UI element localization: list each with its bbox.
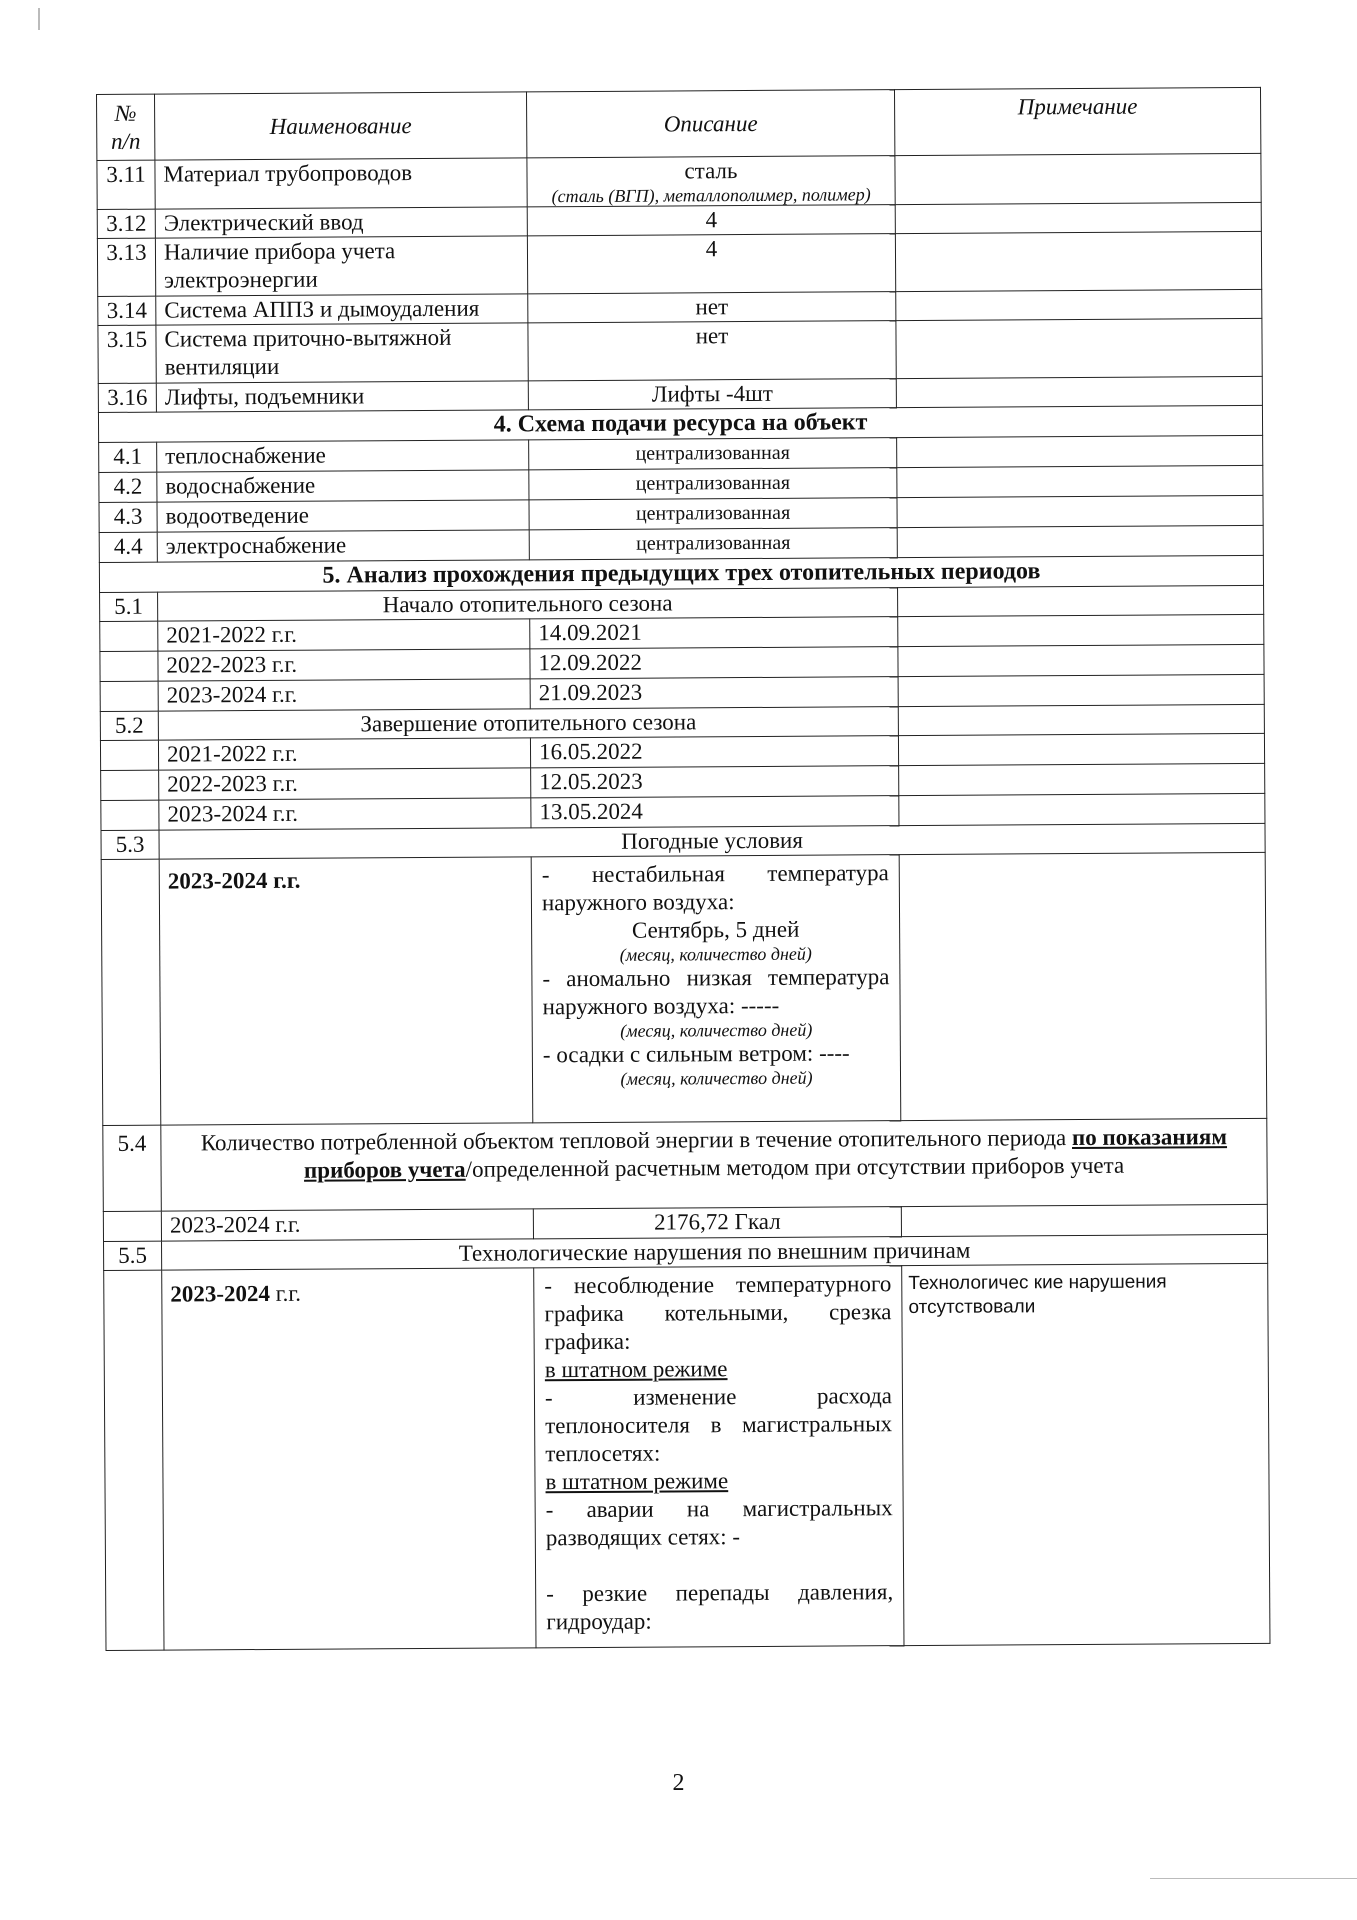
header-name: Наименование bbox=[155, 92, 527, 160]
weather-item-low-temp: - аномально низкая температура наружного воздуха: ----- bbox=[542, 964, 890, 1020]
violations-period-rest: г.г. bbox=[269, 1280, 302, 1306]
row-period: 2022-2023 г.г. bbox=[159, 768, 531, 800]
row-name: теплоснабжение bbox=[157, 440, 529, 472]
table-row bbox=[97, 153, 1261, 209]
subsection-title: Погодные условия bbox=[159, 823, 1265, 859]
row-num: 3.16 bbox=[98, 383, 156, 412]
subsection-title: Завершение отопительного сезона bbox=[158, 707, 898, 741]
header-num: № п/п bbox=[97, 94, 155, 160]
row-period: 2023-2024 г.г. bbox=[158, 679, 530, 711]
subsection-row bbox=[103, 1118, 1268, 1211]
row-name: Наличие прибора учета электроэнергии bbox=[155, 236, 527, 296]
header-note: Примечание bbox=[894, 87, 1260, 155]
row-num: 3.12 bbox=[97, 209, 155, 238]
row-note bbox=[898, 733, 1264, 765]
row-num: 3.15 bbox=[98, 325, 156, 383]
table-header-row bbox=[97, 87, 1261, 160]
row-note bbox=[899, 763, 1265, 795]
section-4-title: 4. Схема подачи ресурса на объект bbox=[98, 405, 1262, 442]
scan-mark bbox=[38, 8, 40, 30]
row-value: нет bbox=[528, 321, 896, 381]
spacer bbox=[546, 1550, 893, 1580]
violations-period bbox=[162, 1268, 536, 1650]
violation-status-2: в штатном режиме bbox=[545, 1468, 729, 1495]
row-date: 14.09.2021 bbox=[530, 617, 898, 649]
weather-hint-1: (месяц, количество дней) bbox=[619, 943, 812, 965]
row-num bbox=[100, 681, 158, 711]
row-date: 13.05.2024 bbox=[531, 796, 899, 828]
table-row bbox=[97, 231, 1261, 296]
weather-period: 2023-2024 г.г. bbox=[159, 857, 533, 1125]
row-note bbox=[897, 495, 1263, 527]
violation-item-accidents: - аварии на магистральных разводящих сетях: - bbox=[545, 1495, 893, 1551]
violation-item-pressure: - резкие перепады давления, гидроудар: bbox=[546, 1579, 894, 1635]
row-date: 16.05.2022 bbox=[530, 736, 898, 768]
row-note bbox=[901, 1204, 1267, 1236]
row-note bbox=[896, 289, 1262, 320]
heat-title-underlined: по показаниям приборов учета bbox=[303, 1124, 1228, 1183]
row-num: 5.4 bbox=[103, 1125, 162, 1211]
weather-row bbox=[101, 852, 1267, 1125]
weather-description bbox=[531, 855, 901, 1123]
row-name: Система АППЗ и дымоудаления bbox=[156, 294, 528, 325]
header-description: Описание bbox=[526, 90, 894, 158]
subsection-title: Технологические нарушения по внешним причинам bbox=[162, 1234, 1268, 1270]
row-value bbox=[527, 156, 895, 207]
row-period: 2023-2024 г.г. bbox=[159, 798, 531, 830]
row-name: водоснабжение bbox=[157, 470, 529, 502]
row-note bbox=[898, 674, 1264, 706]
row-note bbox=[898, 644, 1264, 676]
row-period: 2021-2022 г.г. bbox=[158, 619, 530, 651]
subsection-title: Начало отопительного сезона bbox=[158, 588, 898, 622]
violations-period-bold: 2023-2024 bbox=[170, 1280, 271, 1307]
row-num: 5.1 bbox=[100, 592, 158, 621]
weather-hint-2: (месяц, количество дней) bbox=[620, 1019, 813, 1041]
row-date: 12.05.2023 bbox=[531, 766, 899, 798]
material-value: сталь bbox=[684, 158, 738, 184]
row-num: 5.5 bbox=[104, 1241, 162, 1270]
heat-title-part2: /определенной расчетным методом при отсутствии приборов учета bbox=[465, 1152, 1125, 1182]
violations-description bbox=[534, 1266, 904, 1648]
row-num bbox=[101, 800, 159, 830]
row-value: Лифты -4шт bbox=[528, 379, 896, 410]
weather-hint-3: (месяц, количество дней) bbox=[620, 1067, 813, 1089]
row-num: 3.11 bbox=[97, 160, 155, 209]
row-num: 4.4 bbox=[99, 532, 157, 562]
row-num bbox=[104, 1270, 164, 1650]
section-5-title: 5. Анализ прохождения предыдущих трех отопительных периодов bbox=[99, 555, 1263, 592]
weather-item-unstable: - нестабильная температура наружного воздуха: bbox=[541, 860, 889, 916]
row-num bbox=[100, 621, 158, 651]
row-value: 4 bbox=[527, 205, 895, 236]
row-value: централизованная bbox=[529, 438, 897, 470]
weather-item-wind: - осадки с сильным ветром: ---- bbox=[542, 1040, 850, 1068]
row-value: централизованная bbox=[529, 528, 897, 560]
row-note bbox=[898, 704, 1264, 735]
row-note bbox=[898, 614, 1264, 646]
row-value: централизованная bbox=[529, 468, 897, 500]
passport-table bbox=[96, 87, 1270, 1651]
row-value: 4 bbox=[527, 234, 895, 294]
row-num: 5.3 bbox=[101, 830, 159, 859]
row-date: 21.09.2023 bbox=[530, 677, 898, 709]
heat-title-part1: Количество потребленной объектом тепловой энергии в течение отопительного периода bbox=[200, 1125, 1067, 1156]
row-value: централизованная bbox=[529, 498, 897, 530]
heat-value: 2176,72 Гкал bbox=[533, 1207, 901, 1239]
row-period: 2023-2024 г.г. bbox=[161, 1209, 533, 1241]
row-note bbox=[897, 525, 1263, 557]
row-num bbox=[100, 740, 158, 770]
row-num: 4.2 bbox=[99, 472, 157, 502]
row-date: 12.09.2022 bbox=[530, 647, 898, 679]
row-note bbox=[896, 376, 1262, 407]
violation-status-1: в штатном режиме bbox=[544, 1356, 728, 1383]
material-hint: (сталь (ВГП), металлополимер, полимер) bbox=[551, 184, 871, 207]
violation-item-schedule: - несоблюдение температурного графика котельными, срезка графика: bbox=[544, 1271, 892, 1355]
row-name: Материал трубопроводов bbox=[155, 158, 527, 209]
scan-line bbox=[1150, 1878, 1357, 1879]
row-name: Лифты, подъемники bbox=[156, 381, 528, 412]
document-page bbox=[96, 87, 1269, 1651]
row-num: 5.2 bbox=[100, 711, 158, 740]
row-note bbox=[899, 852, 1267, 1120]
table-row bbox=[98, 318, 1262, 383]
row-name: электроснабжение bbox=[157, 530, 529, 562]
subsection-title bbox=[161, 1118, 1268, 1211]
row-period: 2021-2022 г.г. bbox=[158, 738, 530, 770]
row-num bbox=[101, 859, 161, 1125]
violations-note: Технологичес кие нарушения отсутствовали bbox=[902, 1263, 1270, 1645]
row-name: Электрический ввод bbox=[155, 207, 527, 238]
row-note bbox=[898, 585, 1264, 616]
row-name: водоотведение bbox=[157, 500, 529, 532]
violations-row bbox=[104, 1263, 1270, 1650]
row-note bbox=[895, 153, 1261, 204]
row-num: 3.14 bbox=[98, 296, 156, 325]
page-number: 2 bbox=[672, 1770, 685, 1796]
row-num bbox=[101, 770, 159, 800]
row-name: Система приточно-вытяжной вентиляции bbox=[156, 323, 528, 383]
weather-item-unstable-value: Сентябрь, 5 дней bbox=[631, 916, 800, 943]
row-num: 3.13 bbox=[97, 238, 155, 296]
violation-item-flow: - изменение расхода теплоносителя в магистральных теплосетях: bbox=[544, 1383, 893, 1467]
row-note bbox=[899, 793, 1265, 825]
row-num: 4.3 bbox=[99, 502, 157, 532]
row-note bbox=[897, 465, 1263, 497]
row-num bbox=[100, 651, 158, 681]
row-num: 4.1 bbox=[99, 442, 157, 472]
row-note bbox=[895, 202, 1261, 233]
row-num bbox=[103, 1211, 161, 1241]
row-value: нет bbox=[528, 292, 896, 323]
row-note bbox=[897, 435, 1263, 467]
row-note bbox=[895, 231, 1261, 291]
row-note bbox=[896, 318, 1262, 378]
row-period: 2022-2023 г.г. bbox=[158, 649, 530, 681]
